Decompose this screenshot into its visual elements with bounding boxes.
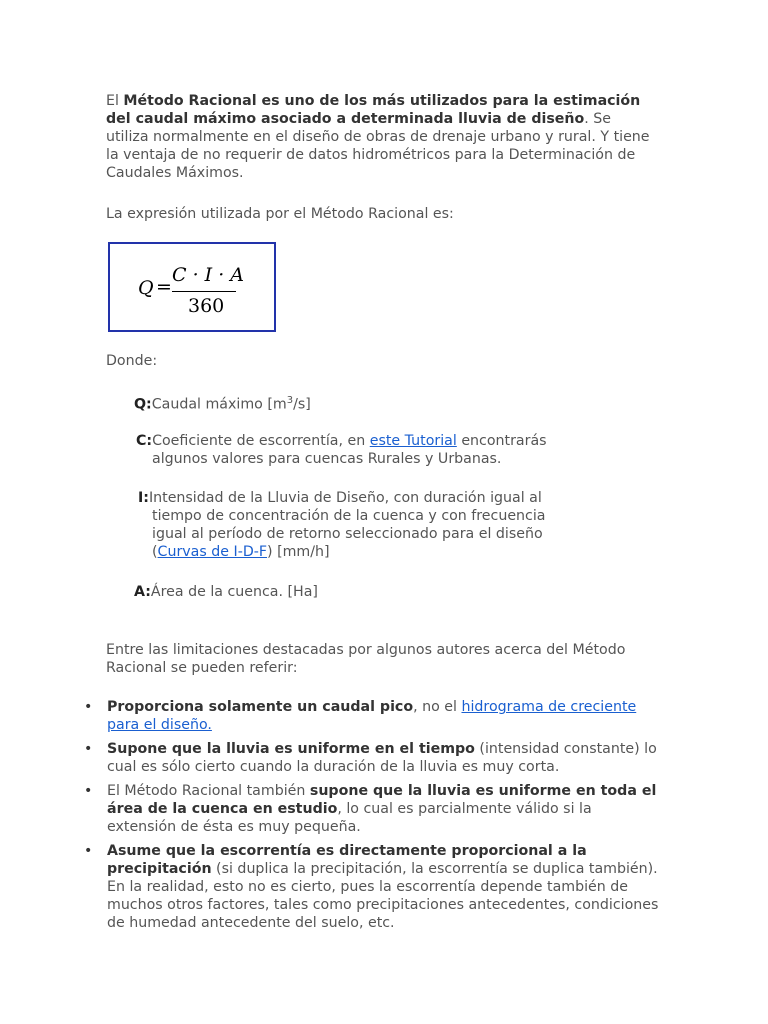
fraction-bar	[172, 291, 236, 292]
definition-a	[134, 583, 318, 601]
limitation-2-bold: Supone que la lluvia es uniforme en el tiempo	[107, 741, 475, 757]
definition-i-text: Intensidad de la Lluvia de Diseño, con duración igual al tiempo de concentración de la cuenca y con frecuencia igual al período de retorno seleccionado para el diseño (	[148, 490, 546, 560]
definition-c-text: Coeficiente de escorrentía, en	[152, 433, 370, 449]
tutorial-link[interactable]: este Tutorial	[369, 433, 457, 449]
limitation-4-bold: Asume que la escorrentía es directamente proporcional a la precipitación	[107, 843, 587, 877]
idf-curves-link[interactable]: Curvas de I-D-F	[157, 544, 268, 560]
bullet-icon: •	[84, 783, 93, 799]
limitations-list	[84, 698, 664, 938]
hydrograph-link[interactable]: hidrograma de creciente para el diseño.	[107, 699, 637, 733]
definition-c-text-after: encontrarás algunos valores para cuencas Rurales y Urbanas.	[152, 433, 547, 467]
limitation-4-text: (si duplica la precipitación, la escorrentía se duplica también). En la realidad, esto no es cierto, pues la escorrentía depende también de muchos otros factores, tales como precipitaciones antecedentes, condiciones de humedad antecedente del suelo, etc.	[107, 861, 659, 931]
intro-paragraph	[106, 92, 651, 182]
definition-q-unit: /s]	[293, 396, 311, 413]
definition-q-text: Caudal máximo [m	[151, 396, 287, 413]
formula-equals: =	[156, 276, 172, 298]
symbol-q: Q:	[134, 396, 152, 413]
limitation-3-lead: El Método Racional también	[107, 783, 310, 799]
intro-lead: El	[106, 93, 124, 109]
limitation-2-text: (intensidad constante) lo cual es sólo cierto cuando la duración de la lluvia es muy corta.	[107, 741, 657, 775]
formula-box	[108, 242, 276, 332]
donde-label: Donde:	[106, 353, 158, 369]
definition-i-text-after: ) [mm/h]	[267, 544, 330, 560]
bullet-icon: •	[84, 843, 93, 859]
intro-rest: . Se utiliza normalmente en el diseño de obras de drenaje urbano y rural. Y tiene la ventaja de no requerir de datos hidrométricos para la Determinación de Caudales Máximos.	[106, 111, 650, 181]
definition-c	[136, 432, 572, 468]
definition-q	[134, 392, 554, 414]
definition-q-sup: 3	[286, 395, 294, 406]
symbol-a: A:	[134, 584, 151, 600]
limitation-3-text: , lo cual es parcialmente válido si la extensión de ésta es muy pequeña.	[107, 801, 592, 835]
list-item	[84, 782, 664, 836]
formula-denominator: 360	[188, 295, 225, 317]
definition-a-text: Área de la cuenca. [Ha]	[150, 584, 318, 600]
limitations-intro: Entre las limitaciones destacadas por algunos autores acerca del Método Racional se pueden referir:	[106, 642, 626, 676]
limitation-1-text: , no el	[413, 699, 462, 715]
limitation-1-bold: Proporciona solamente un caudal pico	[107, 699, 414, 715]
symbol-c: C:	[136, 433, 153, 449]
formula-numerator: C · I · A	[172, 264, 245, 286]
list-item	[84, 740, 664, 776]
definition-i	[138, 489, 572, 561]
bullet-icon: •	[84, 741, 93, 757]
list-item	[84, 842, 664, 932]
list-item	[84, 698, 664, 734]
limitation-3-bold: supone que la lluvia es uniforme en toda el área de la cuenca en estudio	[107, 783, 657, 817]
intro-bold: Método Racional es uno de los más utilizados para la estimación del caudal máximo asociado a determinada lluvia de diseño	[106, 93, 641, 127]
expression-intro: La expresión utilizada por el Método Racional es:	[106, 206, 454, 222]
symbol-i: I:	[138, 490, 149, 506]
formula-lhs: Q	[138, 277, 154, 299]
bullet-icon: •	[84, 699, 93, 715]
